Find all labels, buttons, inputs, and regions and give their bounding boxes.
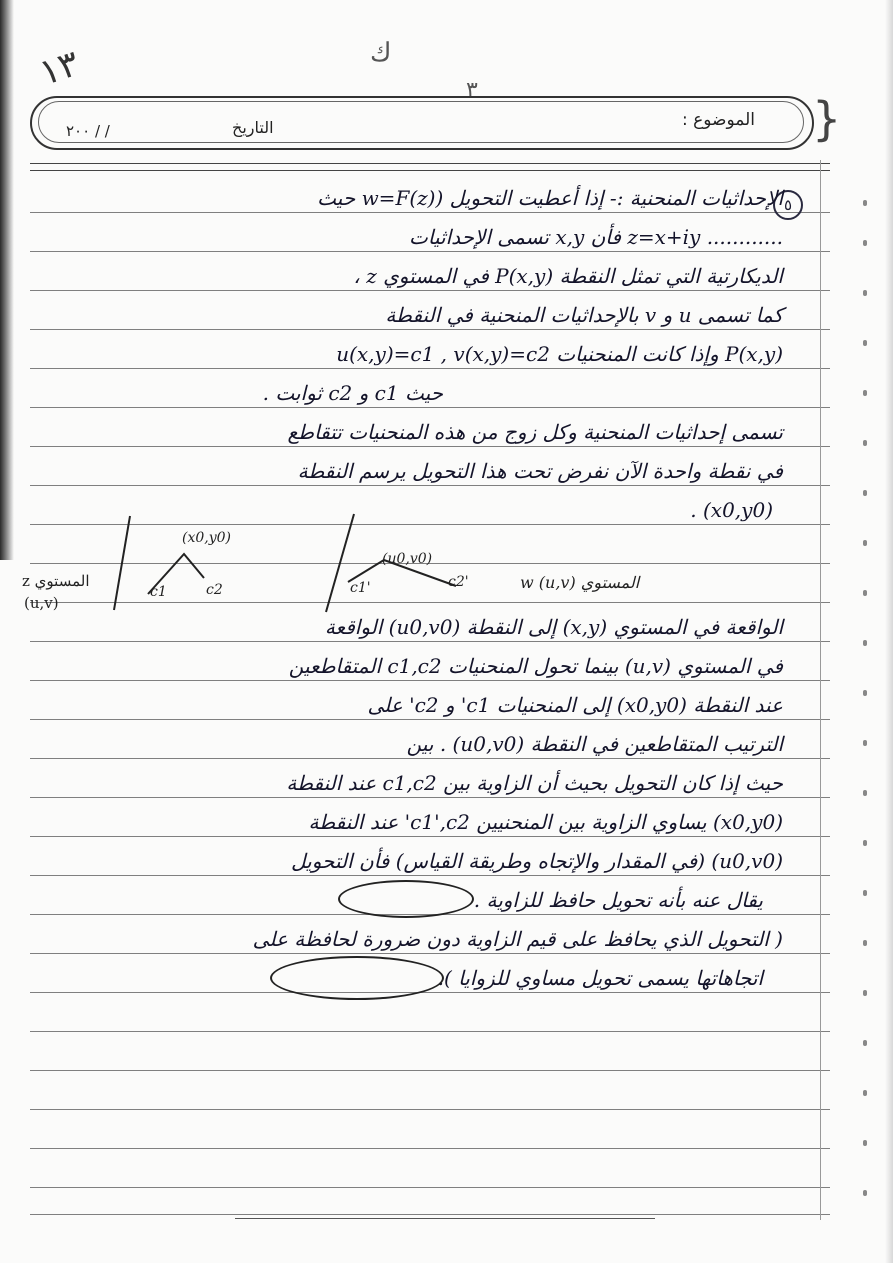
circled-term: [270, 956, 444, 1000]
text-line: اتجاهاتها يسمى تحويل مساوي للزوايا ).: [437, 966, 763, 990]
top-mark: ك: [370, 38, 392, 68]
rule-line: [30, 329, 830, 330]
punch-mark: [863, 490, 867, 496]
text-line: الواقعة في المستوي (x,y) إلى النقطة (u0,v0) الواقعة: [324, 615, 783, 639]
rule-line: [30, 1070, 830, 1071]
punch-mark: [863, 390, 867, 396]
subject-label: الموضوع :: [681, 110, 755, 130]
text-line: P(x,y) وإذا كانت المنحنيات u(x,y)=c1 , v(x,y)=c2: [336, 342, 783, 366]
left-point-label: (x0,y0): [182, 530, 231, 546]
text-line: تسمى إحداثيات المنحنية وكل زوج من هذه المنحنيات تتقاطع: [287, 420, 783, 444]
text-line: كما تسمى u و v بالإحداثيات المنحنية في النقطة: [385, 303, 783, 327]
punch-mark: [863, 990, 867, 996]
rule-line: [30, 1109, 830, 1110]
left-plane-variables: (u,v): [24, 594, 59, 612]
rule-line: [30, 251, 830, 252]
punch-mark: [863, 340, 867, 346]
left-c2-label: c2: [206, 582, 223, 598]
rule-line: [30, 1148, 830, 1149]
rule-line: [30, 1214, 830, 1215]
rule-line: [30, 953, 830, 954]
left-plane-label: المستوي z: [22, 572, 90, 590]
punch-mark: [863, 590, 867, 596]
date-label: التاريخ: [232, 118, 274, 137]
punch-mark: [863, 690, 867, 696]
text-line: ............ z=x+iy فأن x,y تسمى الإحداثيات: [409, 225, 783, 249]
rule-line: [30, 992, 830, 993]
text-line: عند النقطة (x0,y0) إلى المنحنيات c1' و c2' على: [367, 693, 783, 717]
punch-mark: [863, 240, 867, 246]
text-line: (x0,y0) يساوي الزاوية بين المنحنيين c1',c2' عند النقطة: [308, 810, 783, 834]
text-line: (u0,v0) (في المقدار والإتجاه وطريقة القياس) فأن التحويل: [291, 849, 783, 873]
punch-mark: [863, 940, 867, 946]
rule-line: [30, 170, 830, 171]
rule-line: [30, 290, 830, 291]
right-plane-label: المستوي w (u,v): [520, 573, 640, 592]
margin-line: [820, 160, 821, 1220]
right-c1-label: c1': [350, 580, 371, 596]
punch-mark: [863, 1190, 867, 1196]
bottom-ruler: [235, 1218, 655, 1229]
rule-line: [30, 1187, 830, 1188]
text-line: في المستوي (u,v) بينما تحول المنحنيات c1,c2 المتقاطعين: [288, 654, 783, 678]
punch-mark: [863, 200, 867, 206]
item-number: ٥: [773, 190, 803, 220]
rule-line: [30, 407, 830, 408]
rule-line: [30, 875, 830, 876]
rule-line: [30, 797, 830, 798]
punch-mark: [863, 840, 867, 846]
rule-line: [30, 1031, 830, 1032]
rule-line: [30, 368, 830, 369]
rule-line: [30, 485, 830, 486]
left-c1-label: c1: [150, 584, 167, 600]
right-point-label: (u0,v0): [382, 551, 433, 567]
page-number: ١٣: [34, 43, 85, 94]
text-line: في نقطة واحدة الآن نفرض تحت هذا التحويل يرسم النقطة: [297, 459, 783, 483]
punch-mark: [863, 790, 867, 796]
punch-mark: [863, 1140, 867, 1146]
text-line: ( التحويل الذي يحافظ على قيم الزاوية دون ضرورة لحافظة على: [252, 927, 783, 951]
text-line: (x0,y0) .: [690, 498, 773, 522]
punch-mark: [863, 740, 867, 746]
rule-line: [30, 212, 830, 213]
rule-line: [30, 758, 830, 759]
brace-mark: }: [812, 92, 842, 146]
text-line: الإحداثيات المنحنية :- إذا أعطيت التحويل (w=F(z) حيث: [317, 186, 783, 210]
punch-mark: [863, 540, 867, 546]
text-line: الديكارتية التي تمثل النقطة P(x,y) في المستوي z ،: [353, 264, 783, 288]
rule-line: [30, 163, 830, 164]
rule-line: [30, 446, 830, 447]
right-c2-label: c2': [448, 574, 469, 590]
text-line: حيث c1 و c2 ثوابت .: [262, 381, 443, 405]
rule-line: [30, 719, 830, 720]
text-line: حيث إذا كان التحويل بحيث أن الزاوية بين c1,c2 عند النقطة: [286, 771, 783, 795]
punch-mark: [863, 1090, 867, 1096]
rule-line: [30, 836, 830, 837]
text-line: يقال عنه بأنه تحويل حافظ للزاوية .: [473, 888, 763, 912]
page-edge: [885, 0, 893, 1263]
rule-line: [30, 680, 830, 681]
scan-shadow: [0, 0, 14, 560]
punch-mark: [863, 290, 867, 296]
punch-mark: [863, 1040, 867, 1046]
punch-mark: [863, 440, 867, 446]
circled-term: [338, 880, 474, 918]
text-line: الترتيب المتقاطعين في النقطة (u0,v0) . بين: [406, 732, 783, 756]
date-value: ٢٠٠ / /: [66, 122, 110, 140]
rule-line: [30, 641, 830, 642]
punch-mark: [863, 640, 867, 646]
top-mark: ٣: [466, 78, 478, 103]
punch-mark: [863, 890, 867, 896]
